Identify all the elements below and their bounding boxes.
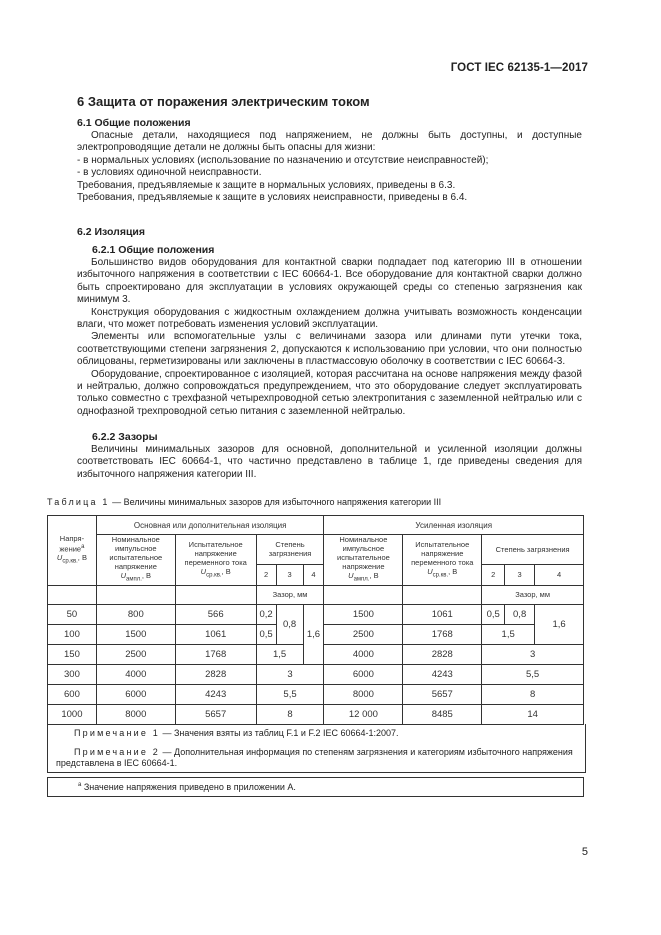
table-cell: 1768 — [403, 624, 482, 644]
standard-header: ГОСТ IEC 62135-1—2017 — [450, 62, 588, 74]
paragraph: Требования, предъявляемые к защите в нормальных условиях, приведены в 6.3. — [77, 179, 456, 191]
paragraph: Конструкция оборудования с жидкостным охлаждением должна учитывать возможность конденсации влаги, что может потребовать изменения условий эксплуатации. — [77, 306, 582, 331]
paragraph: Большинство видов оборудования для контактной сварки подпадает под категорию III в отношении избыточного напряжения в соответствии с IEC 60664-1. Все оборудование для контактной сварки должно быть спроектировано для эксплуатации в условиях окружающей среды со степенью загрязнения как минимум 3. — [77, 257, 582, 306]
table-cell: 4000 — [324, 644, 403, 664]
page-number: 5 — [581, 846, 588, 858]
table-cell: 2828 — [403, 644, 482, 664]
table-cell: 2828 — [175, 664, 256, 684]
table-caption-label: Таблица 1 — [47, 497, 110, 507]
table-cell: 12 000 — [324, 704, 403, 724]
table-cell: 50 — [48, 604, 97, 624]
note-label: Примечание 2 — [74, 747, 160, 757]
symbol: U — [200, 566, 207, 576]
table-cell: 1,6 — [303, 604, 324, 664]
table-cell: 4243 — [403, 664, 482, 684]
table-cell: 2500 — [324, 624, 403, 644]
header-text: Номинальное импульсное испытательное напряжение — [109, 535, 163, 571]
header-blank — [403, 585, 482, 604]
symbol: U — [120, 571, 126, 580]
symbol: U — [348, 571, 354, 580]
header-gap: Зазор, мм — [482, 585, 584, 604]
subsection-6-2-2-title: 6.2.2 Зазоры — [92, 431, 158, 443]
table-cell: 5657 — [175, 704, 256, 724]
list-item: - в условиях одиночной неисправности. — [77, 167, 262, 179]
clearance-table — [47, 515, 584, 725]
paragraph: Величины минимальных зазоров для основной, дополнительной и усиленной изоляции должны соответствовать IEC 60664-1, что частично представлено в таблице 1, где приведены сведения для избыточного напряжения категории III. — [77, 444, 582, 480]
table-cell: 1,6 — [535, 604, 584, 644]
subsection-6-2-1-title: 6.2.1 Общие положения — [92, 244, 215, 256]
table-cell: 14 — [482, 704, 584, 724]
header-voltage-text: Напря-жение — [59, 533, 85, 554]
table-cell: 5,5 — [256, 684, 324, 704]
table-cell: 5657 — [403, 684, 482, 704]
footnote-mark: а — [78, 782, 82, 788]
footnote-text: Значение напряжения приведено в приложении А. — [81, 782, 296, 792]
header-text: Испытательное напряжение переменного тока — [184, 539, 247, 567]
header-impulse-voltage-reinforced — [324, 535, 403, 586]
header-text: Испытательное напряжение переменного тока — [411, 539, 474, 567]
table-cell: 8000 — [324, 684, 403, 704]
unit: , В — [77, 553, 87, 563]
table-footnote — [47, 777, 584, 797]
header-blank — [96, 585, 175, 604]
degree-4: 4 — [303, 564, 324, 585]
table-cell: 1,5 — [256, 644, 303, 664]
unit: , В — [221, 566, 231, 576]
table-cell: 8000 — [96, 704, 175, 724]
table-note-1 — [48, 724, 585, 739]
table-cell: 3 — [482, 644, 584, 664]
unit: , В — [141, 571, 152, 580]
table-note-2 — [48, 739, 585, 769]
table-cell: 0,2 — [256, 604, 276, 624]
note-label: Примечание 1 — [74, 728, 160, 738]
header-basic-insulation: Основная или дополнительная изоляция — [96, 516, 324, 535]
footnote-ref: а — [81, 543, 85, 550]
table-cell: 5,5 — [482, 664, 584, 684]
table-cell: 2500 — [96, 644, 175, 664]
subsection-6-2-title: 6.2 Изоляция — [77, 226, 146, 238]
table-cell: 0,5 — [482, 604, 505, 624]
subscript: ампл. — [125, 576, 142, 583]
table-cell: 6000 — [96, 684, 175, 704]
note-text: — Значения взяты из таблиц F.1 и F.2 IEC 60664-1:2007. — [160, 728, 399, 738]
subsection-6-1-title: 6.1 Общие положения — [77, 117, 191, 129]
paragraph: Опасные детали, находящиеся под напряжением, не должны быть доступны, и доступные электропроводящие детали не должны быть опасны для жизни: — [77, 130, 582, 154]
header-gap: Зазор, мм — [256, 585, 324, 604]
section-title: 6 Защита от поражения электрическим током — [77, 94, 370, 109]
note-text: — Дополнительная информация по степеням загрязнения и категориям избыточного напряжения представлена в IEC 60664-1. — [56, 747, 573, 768]
header-reinforced-insulation: Усиленная изоляция — [324, 516, 584, 535]
table-cell: 0,5 — [256, 624, 276, 644]
header-ac-voltage — [175, 535, 256, 586]
table-cell: 0,8 — [276, 604, 303, 644]
table-caption-text: — Величины минимальных зазоров для избыточного напряжения категории III — [109, 497, 442, 507]
table-cell: 566 — [175, 604, 256, 624]
subsection-6-2-1-body — [77, 257, 582, 418]
list-item: - в нормальных условиях (использование по назначению и отсутствие неисправностей); — [77, 154, 489, 166]
degree-2: 2 — [482, 564, 505, 585]
table-cell: 6000 — [324, 664, 403, 684]
header-voltage — [48, 516, 97, 586]
subscript: ср.кв. — [432, 572, 449, 578]
table-cell: 4243 — [175, 684, 256, 704]
table-cell: 1000 — [48, 704, 97, 724]
paragraph: Элементы или вспомогательные узлы с величинами зазора или длинами пути утечки тока, соответствующими степени загрязнения 2, допускаются к использованию при условии, что они полностью облицованы, герметизированы или заключены в пластмассовую оболочку в соответствии с IEC 60664-3. — [77, 331, 582, 368]
header-impulse-voltage — [96, 535, 175, 586]
table-cell: 4000 — [96, 664, 175, 684]
degree-2: 2 — [256, 564, 276, 585]
table-cell: 1500 — [324, 604, 403, 624]
header-blank — [48, 585, 97, 604]
paragraph: Оборудование, спроектированное с изоляцией, которая рассчитана на основе напряжения между фазой и нейтралью, должно сопровождаться предупреждением, что это оборудование следует эксплуатировать только совместно с трехфазной четырехпроводной сетью электропитания с заземленной нейтралью или с однофазной трехпроводной сетью питания с заземленной нейтралью. — [77, 368, 582, 417]
subsection-6-2-2-body — [77, 444, 582, 481]
table-cell: 300 — [48, 664, 97, 684]
table-cell: 1,5 — [482, 624, 535, 644]
paragraph: Требования, предъявляемые к защите в условиях неисправности, приведены в 6.4. — [77, 192, 468, 204]
table-cell: 1061 — [403, 604, 482, 624]
unit: , В — [369, 571, 379, 580]
table-cell: 8 — [482, 684, 584, 704]
table-cell: 8485 — [403, 704, 482, 724]
header-pollution-degree: Степень загрязнения — [256, 535, 324, 565]
header-blank — [324, 585, 403, 604]
table-cell: 150 — [48, 644, 97, 664]
table-cell: 1500 — [96, 624, 175, 644]
degree-4: 4 — [535, 564, 584, 585]
header-text: Номинальное импульсное испытательное напряжение — [337, 535, 390, 571]
unit: , В — [448, 566, 458, 576]
table-cell: 600 — [48, 684, 97, 704]
degree-3: 3 — [276, 564, 303, 585]
subscript: ср.кв. — [62, 558, 78, 565]
table-cell: 1061 — [175, 624, 256, 644]
table-cell: 100 — [48, 624, 97, 644]
table-caption — [47, 497, 441, 507]
subscript: ампл. — [353, 576, 370, 583]
symbol: U — [56, 553, 63, 563]
header-ac-voltage-reinforced — [403, 535, 482, 586]
subsection-6-1-body — [77, 130, 582, 204]
header-pollution-degree-reinforced: Степень загрязнения — [482, 535, 584, 565]
table-cell: 1768 — [175, 644, 256, 664]
table-cell: 8 — [256, 704, 324, 724]
table-notes — [47, 724, 586, 773]
subscript: ср.кв. — [206, 572, 222, 578]
degree-3: 3 — [505, 564, 535, 585]
table-cell: 0,8 — [505, 604, 535, 624]
symbol: U — [427, 566, 433, 576]
header-blank — [175, 585, 256, 604]
table-cell: 3 — [256, 664, 324, 684]
table-cell: 800 — [96, 604, 175, 624]
